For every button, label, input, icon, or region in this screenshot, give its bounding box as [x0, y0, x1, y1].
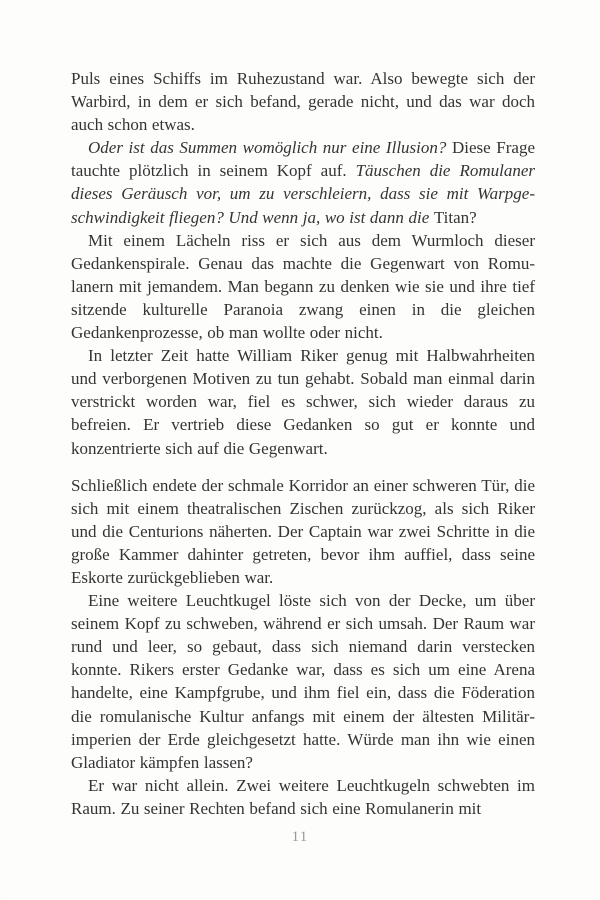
- text-run: Puls eines Schiffs im Ruhezustand war. Also bewegte sich der Warbird, in dem er sich befand, gerade nicht, und das war doch auch schon etwas.: [71, 69, 535, 135]
- text-run: Er war nicht allein. Zwei weitere Leuchtkugeln schwebten im Raum. Zu seiner Rechten befand sich eine Romulanerin mit: [71, 775, 535, 818]
- paragraph: [71, 774, 535, 820]
- paragraph: [71, 589, 535, 774]
- paragraph: [71, 67, 535, 136]
- italic-run: Täuschen die Romulaner dieses Geräusch vor, um zu verschleiern, dass sie mit Warpgeschwindigkeit fliegen? Und wenn ja, wo ist dann die: [71, 161, 535, 227]
- paragraph: [71, 344, 535, 459]
- page-text: [71, 67, 535, 820]
- text-run: Diese Frage tauchte plötzlich in seinem Kopf auf.: [71, 138, 535, 181]
- paragraph: [71, 229, 535, 344]
- text-run: In letzter Zeit hatte William Riker genug mit Halbwahrheiten und verborgenen Motiven zu tun gehabt. Sobald man einmal darin verstrickt worden war, fiel es schwer, sich wieder daraus zu befreien. Er vertrieb diese Gedanken so gut er konnte und konzentrierte sich auf die Gegenwart.: [71, 346, 535, 458]
- page-number: 11: [291, 829, 309, 845]
- text-run: Titan?: [433, 207, 477, 227]
- paragraph: [71, 474, 535, 589]
- text-run: Mit einem Lächeln riss er sich aus dem Wurmloch dieser Gedankenspirale. Genau das machte die Gegenwart von Romulanern mit jemandem. Man begann zu denken wie sie und ihre tief sitzende kulturelle Paranoia zwang einen in die gleichen Gedankenprozesse, ob man wollte oder nicht.: [71, 230, 535, 343]
- italic-run: Oder ist das Summen womöglich nur eine Illusion?: [88, 138, 447, 158]
- paragraph: [71, 136, 535, 228]
- text-run: Eine weitere Leuchtkugel löste sich von der Decke, um über seinem Kopf zu schweben, während er sich umsah. Der Raum war rund und leer, so gebaut, dass sich niemand darin verstecken konnte. Rikers erster Gedanke war, dass es sich um eine Arena handelte, eine Kampfgrube, und ihm fiel ein, dass die Föderation die romulanische Kultur anfangs mit einem der ältesten Militärimperien der Erde gleichgesetzt hatte. Würde man ihn wie einen Gladiator kämpfen lassen?: [71, 591, 535, 772]
- text-run: Schließlich endete der schmale Korridor an einer schweren Tür, die sich mit einem theatralischen Zischen zurückzog, als sich Riker und die Centurions näherten. Der Captain war zwei Schritte in die große Kammer dahinter getreten, bevor ihm auffiel, dass seine Eskorte zurückgeblieben war.: [71, 475, 535, 587]
